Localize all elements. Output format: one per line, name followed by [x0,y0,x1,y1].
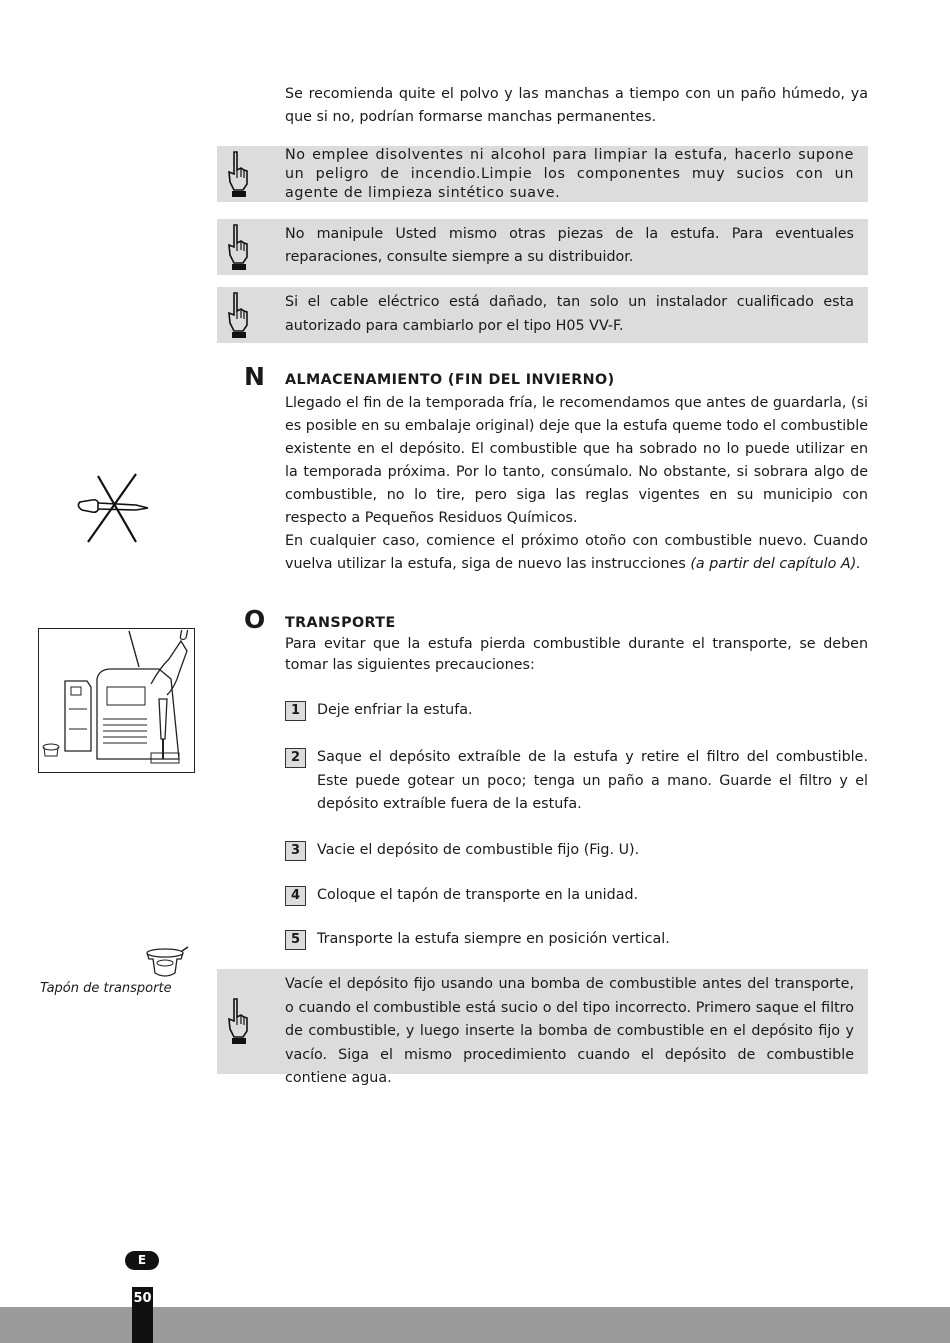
step-number: 3 [285,841,306,861]
step-number: 5 [285,930,306,950]
note-fuel-pump [217,969,868,1086]
pointing-hand-icon [225,291,251,339]
note-cable [217,287,868,343]
note-solvents [217,146,868,202]
note-text: No manipule Usted mismo otras piezas de la estufa. Para eventuales reparaciones, consulte siempre a su distribuidor. [285,226,854,265]
step-text: Saque el depósito extraíble de la estufa y retire el filtro del combustible. Este puede gotear un poco; tenga un paño a mano. Guarde el filtro y el depósito extraíble fuera de la estufa. [317,749,868,812]
stove-pump-illustration [39,629,193,771]
section-letter-n: N [244,362,265,391]
step-text: Deje enfriar la estufa. [317,702,473,718]
intro-paragraph: Se recomienda quite el polvo y las manchas a tiempo con un paño húmedo, ya que si no, podrían formarse manchas permanentes. [285,86,868,125]
figure-u [38,628,195,773]
note-repairs [217,219,868,275]
caption-transport-cap: Tapón de transporte [40,981,172,996]
language-badge: E [125,1251,159,1270]
page-number: 50 [132,1287,153,1343]
storage-paragraph [285,392,868,576]
transport-intro: Para evitar que la estufa pierda combustible durante el transporte, se deben tomar las siguientes precauciones: [285,636,868,673]
no-screwdriver-icon [74,472,152,544]
pointing-hand-icon [225,223,251,271]
step-number: 1 [285,701,306,721]
pointing-hand-icon [225,997,251,1045]
step-number: 4 [285,886,306,906]
section-heading-storage: ALMACENAMIENTO (FIN DEL INVIERNO) [285,372,615,388]
transport-cap-illustration [143,945,191,983]
figure-label: U [179,629,189,644]
section-letter-o: O [244,605,266,634]
note-text: Vacíe el depósito fijo usando una bomba de combustible antes del transporte, o cuando el combustible está sucio o del tipo incorrecto. Primero saque el filtro de combustible, y luego inserte la bomba de combustible en el depósito fijo y vacío. Siga el mismo procedimiento cuando el depósito de combustible contiene agua. [285,976,854,1086]
step-text: Transporte la estufa siempre en posición vertical. [317,931,670,947]
storage-body-2: En cualquier caso, comience el próximo otoño con combustible nuevo. Cuando vuelva utilizar la estufa, siga de nuevo las instrucciones [285,533,868,572]
storage-body-1: Llegado el fin de la temporada fría, le recomendamos que antes de guardarla, (si es posible en su embalaje original) deje que la estufa queme todo el combustible existente en el depósito. El combustible que ha sobrado no lo puede utilizar en la temporada próxima. Por lo tanto, consúmalo. No obstante, si sobrara algo de combustible, no lo tire, pero siga las reglas vigentes en su municipio con respecto a Pequeños Residuos Químicos. [285,395,869,526]
step-text: Vacie el depósito de combustible fijo (Fig. U). [317,842,640,858]
section-heading-transport: TRANSPORTE [285,615,396,631]
note-text: Si el cable eléctrico está dañado, tan solo un instalador cualificado esta autorizado para cambiarlo por el tipo H05 VV-F. [285,294,854,334]
pointing-hand-icon [225,150,251,198]
step-text: Coloque el tapón de transporte en la unidad. [317,887,639,903]
storage-body-2-italic: (a partir del capítulo A). [690,556,861,572]
note-text: No emplee disolventes ni alcohol para limpiar la estufa, hacerlo supone un peligro de incendio.Limpie los componentes muy sucios con un agente de limpieza sintético suave. [285,147,854,201]
step-number: 2 [285,748,306,768]
